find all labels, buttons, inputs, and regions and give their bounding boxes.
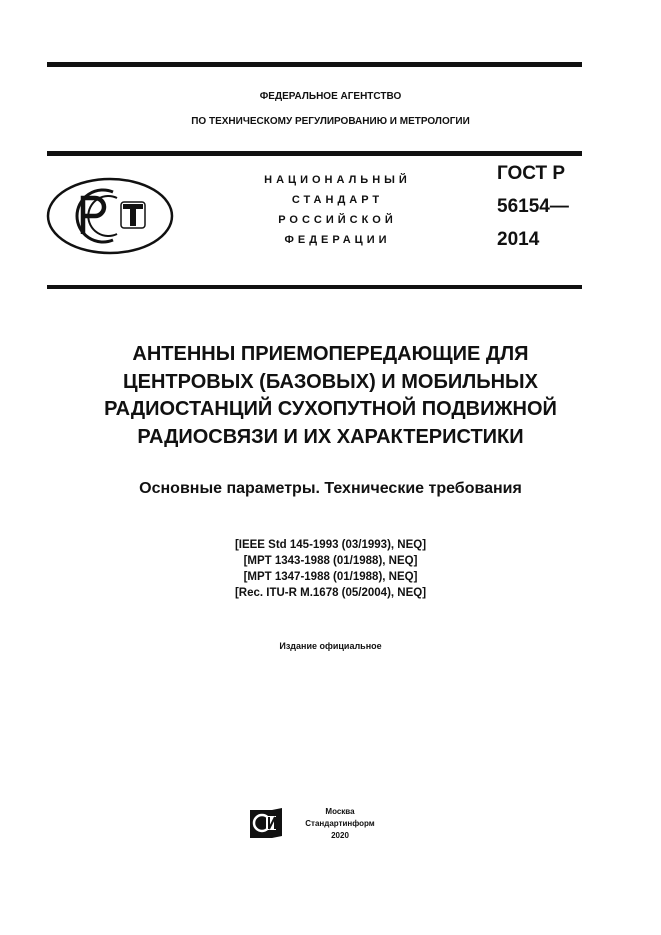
document-title — [0, 341, 661, 451]
edition-label: Издание официальное — [279, 641, 382, 651]
agency-line-2: ПО ТЕХНИЧЕСКОМУ РЕГУЛИРОВАНИЮ И МЕТРОЛОГИИ — [191, 116, 470, 127]
nat-line: ФЕДЕРАЦИИ — [284, 234, 391, 246]
designation-line: ГОСТ Р — [497, 163, 566, 184]
nat-line: НАЦИОНАЛЬНЫЙ — [264, 174, 411, 186]
title-line: АНТЕННЫ ПРИЕМОПЕРЕДАЮЩИЕ ДЛЯ — [132, 343, 529, 365]
standartinform-logo-icon — [248, 806, 286, 840]
national-standard-label — [230, 170, 445, 250]
agency-line-1: ФЕДЕРАЛЬНОЕ АГЕНТСТВО — [259, 91, 402, 102]
reference: [IEEE Std 145-1993 (03/1993), NEQ] — [234, 539, 427, 551]
title-line: РАДИОСТАНЦИЙ СУХОПУТНОЙ ПОДВИЖНОЙ — [104, 398, 557, 420]
nat-line: СТАНДАРТ — [291, 194, 384, 206]
document-subtitle: Основные параметры. Технические требования — [139, 480, 522, 497]
title-line: РАДИОСВЯЗИ И ИХ ХАРАКТЕРИСТИКИ — [137, 425, 524, 448]
nat-line: РОССИЙСКОЙ — [278, 214, 397, 226]
standard-designation — [497, 157, 569, 256]
section-rule — [47, 285, 582, 289]
rst-logo-icon — [45, 176, 175, 256]
designation-line: 2014 — [497, 229, 540, 250]
publication-year: 2020 — [331, 831, 349, 840]
title-line: ЦЕНТРОВЫХ (БАЗОВЫХ) И МОБИЛЬНЫХ — [123, 370, 538, 393]
publisher-name: Стандартинформ — [305, 819, 375, 828]
publisher-city: Москва — [325, 807, 355, 816]
publisher-info — [290, 806, 390, 842]
reference: [MPT 1343-1988 (01/1988), NEQ] — [243, 555, 418, 567]
top-rule — [47, 62, 582, 67]
references — [0, 537, 661, 601]
header-rule — [47, 151, 582, 156]
designation-line: 56154— — [497, 196, 569, 217]
reference: [Rec. ITU-R M.1678 (05/2004), NEQ] — [234, 587, 427, 599]
reference: [MPT 1347-1988 (01/1988), NEQ] — [243, 571, 418, 583]
